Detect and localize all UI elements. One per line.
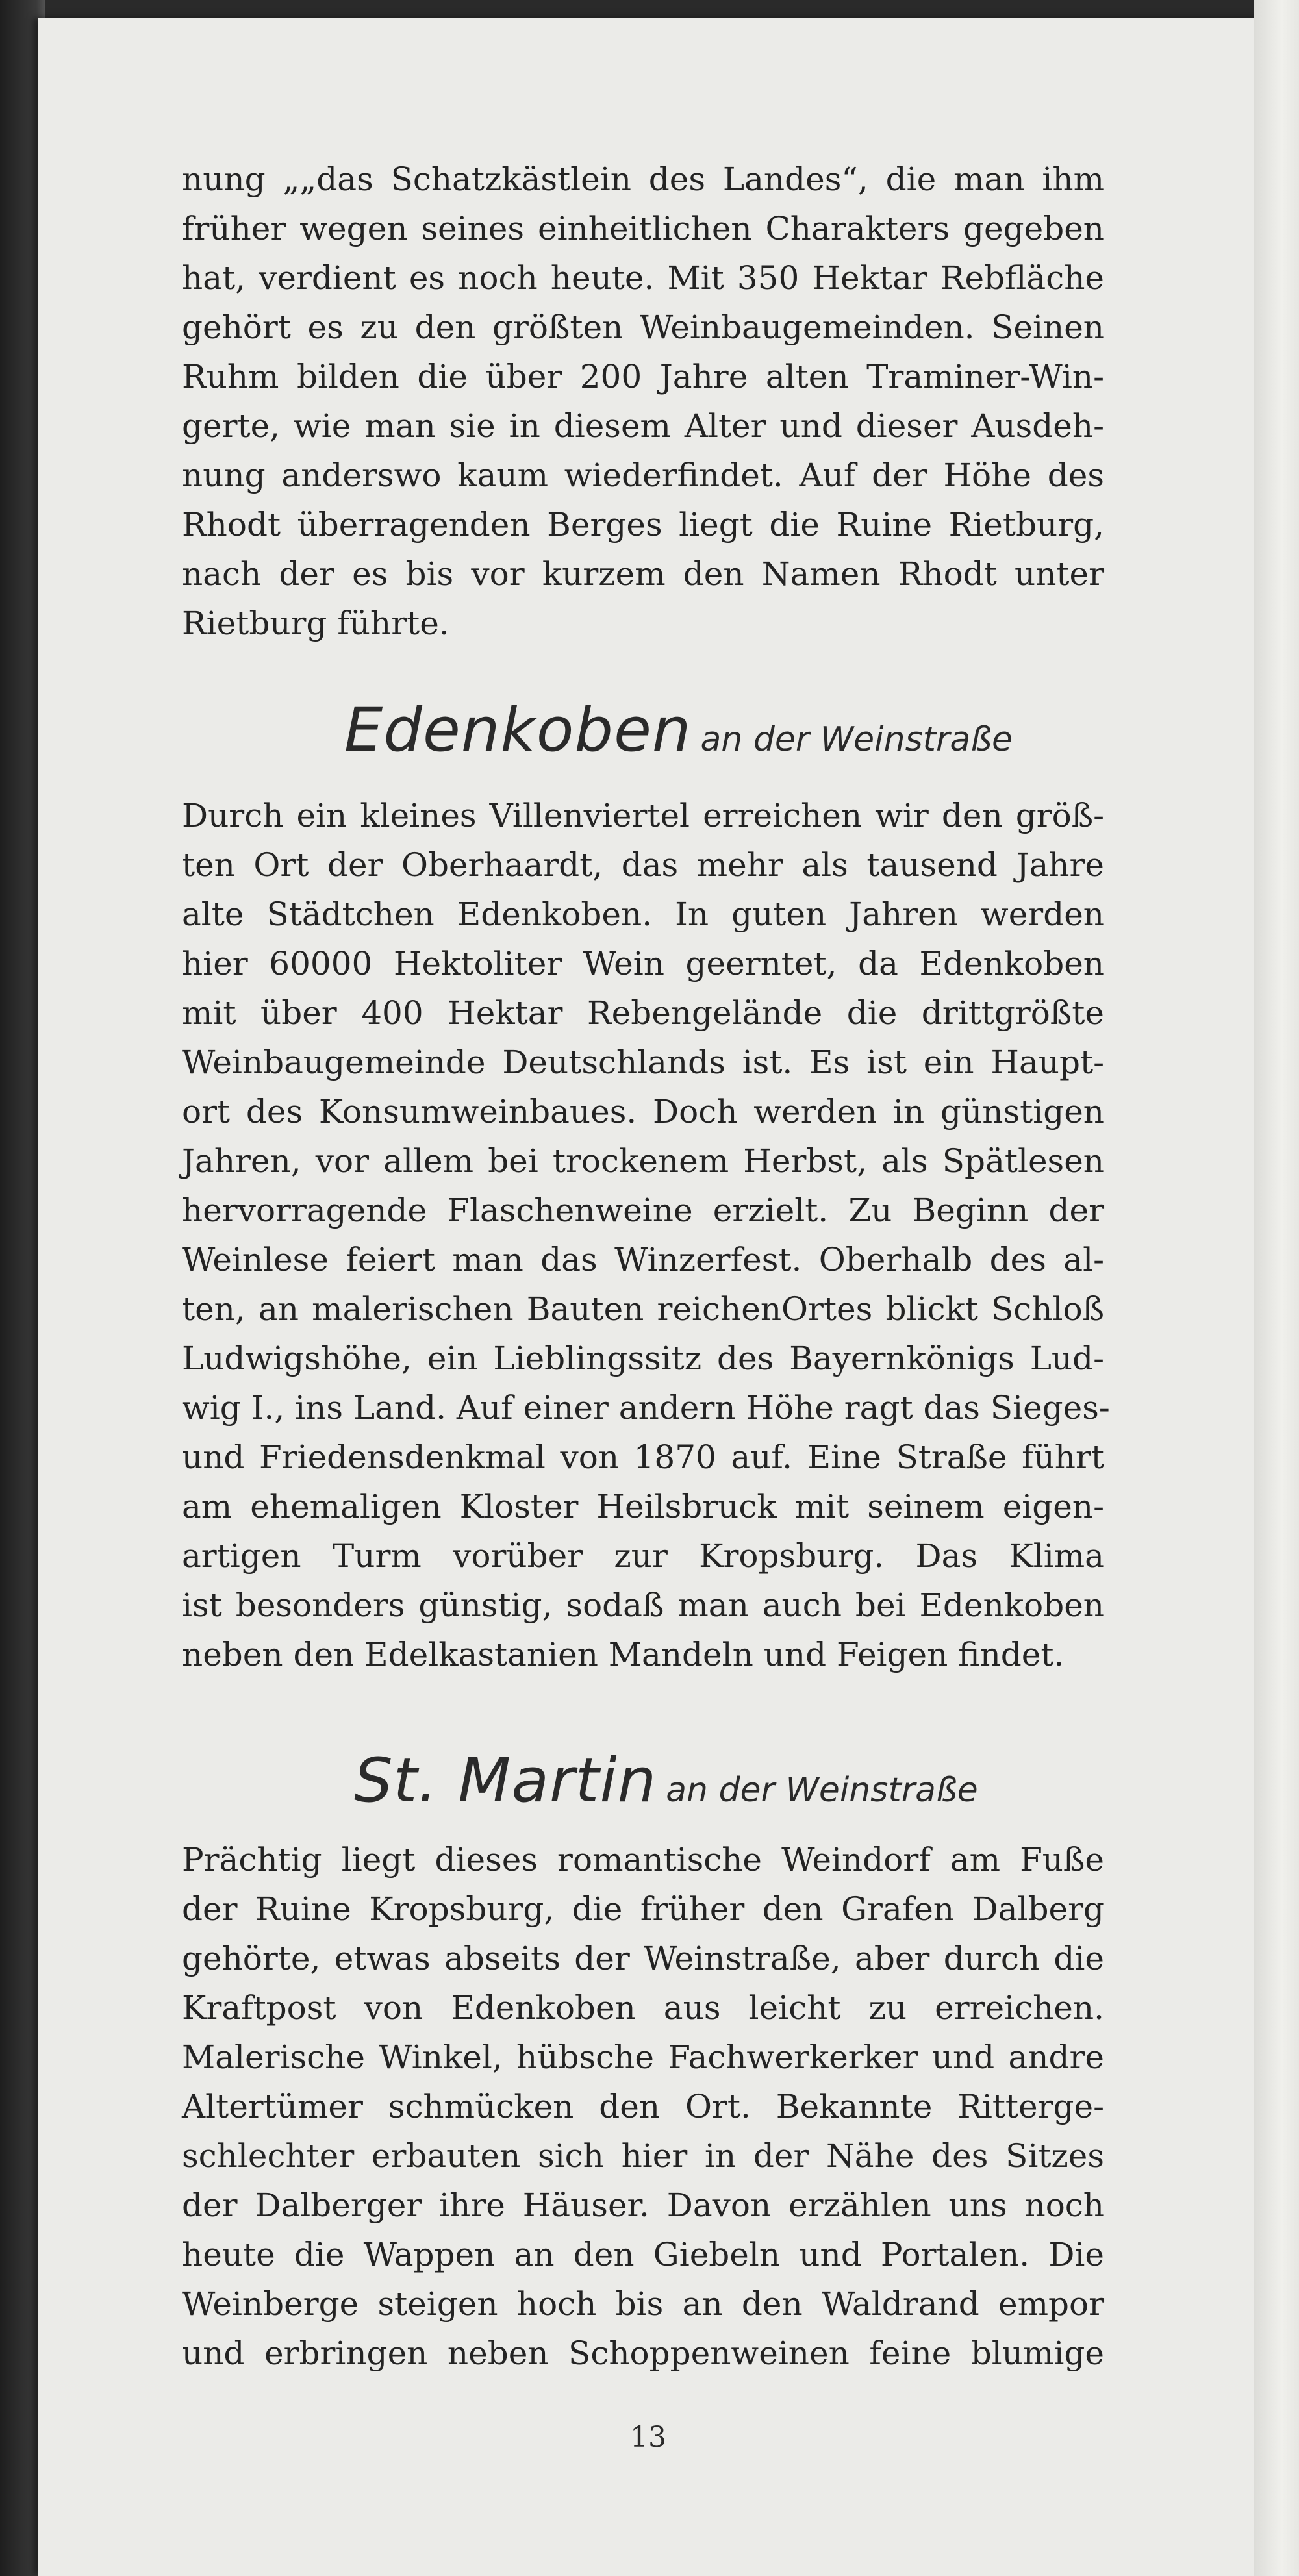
text-line: ten, an malerischen Bauten reichenOrtes blickt Schloß (182, 1290, 1104, 1328)
text-line: Weinberge steigen hoch bis an den Waldrand empor (182, 2285, 1104, 2323)
text-line: heute die Wappen an den Giebeln und Portalen. Die (182, 2236, 1104, 2273)
text-line: ort des Konsumweinbaues. Doch werden in günstigen (182, 1093, 1104, 1131)
heading-subtitle: an der Weinstraße (666, 1771, 978, 1810)
text-line: der Dalberger ihre Häuser. Davon erzählen uns noch (182, 2186, 1104, 2224)
text-line: Malerische Winkel, hübsche Fachwerkerker und andre (182, 2038, 1104, 2076)
text-line: und erbringen neben Schoppenweinen feine blumige (182, 2334, 1104, 2372)
page-number: 13 (630, 2421, 666, 2454)
section-heading-edenkoben (344, 695, 1013, 766)
heading-subtitle: an der Weinstraße (700, 720, 1013, 759)
text-line: neben den Edelkastanien Mandeln und Feigen findet. (182, 1636, 1065, 1673)
text-line: gehörte, etwas abseits der Weinstraße, aber durch die (182, 1940, 1104, 1977)
text-line: Prächtig liegt dieses romantische Weindorf am Fuße (182, 1841, 1104, 1879)
text-line: Weinbaugemeinde Deutschlands ist. Es ist ein Haupt- (182, 1044, 1104, 1081)
intro-paragraph (182, 155, 1104, 648)
next-page-edge (1254, 0, 1299, 2576)
text-line: wig I., ins Land. Auf einer andern Höhe ragt das Sieges- (182, 1389, 1110, 1427)
heading-title: Edenkoben (344, 695, 692, 766)
text-line: am ehemaligen Kloster Heilsbruck mit seinem eigen- (182, 1488, 1104, 1525)
text-line: ist besonders günstig, sodaß man auch bei Edenkoben (182, 1586, 1104, 1624)
text-line: nach der es bis vor kurzem den Namen Rhodt unter (182, 555, 1104, 593)
text-line: mit über 400 Hektar Rebengelände die drittgrößte (182, 994, 1104, 1032)
text-line: Weinlese feiert man das Winzerfest. Oberhalb des al- (182, 1241, 1104, 1279)
edenkoben-paragraph (182, 791, 1110, 1679)
text-line: Altertümer schmücken den Ort. Bekannte Ritterge- (182, 2088, 1104, 2125)
text-line: Rietburg führte. (182, 605, 449, 642)
text-line: nung anderswo kaum wiederfindet. Auf der Höhe des (182, 456, 1104, 494)
text-line: hat, verdient es noch heute. Mit 350 Hektar Rebfläche (182, 259, 1104, 297)
text-line: Kraftpost von Edenkoben aus leicht zu erreichen. (182, 1989, 1104, 2027)
text-line: Rhodt überragenden Berges liegt die Ruine Rietburg, (182, 506, 1104, 544)
text-line: artigen Turm vorüber zur Kropsburg. Das Klima (182, 1537, 1104, 1575)
text-line: hier 60000 Hektoliter Wein geerntet, da Edenkoben (182, 945, 1104, 982)
text-line: ten Ort der Oberhaardt, das mehr als tausend Jahre (182, 846, 1104, 884)
section-heading-st-martin (354, 1745, 978, 1816)
text-line: schlechter erbauten sich hier in der Nähe des Sitzes (182, 2137, 1104, 2175)
heading-title: St. Martin (354, 1745, 657, 1816)
text-line: gehört es zu den größten Weinbaugemeinden. Seinen (182, 308, 1104, 346)
text-line: Durch ein kleines Villenviertel erreichen wir den größ- (182, 797, 1104, 834)
st-martin-paragraph (182, 1835, 1104, 2378)
text-line: hervorragende Flaschenweine erzielt. Zu Beginn der (182, 1192, 1104, 1229)
text-line: und Friedensdenkmal von 1870 auf. Eine Straße führt (182, 1438, 1104, 1476)
text-line: Jahren, vor allem bei trockenem Herbst, als Spätlesen (182, 1142, 1104, 1180)
text-line: früher wegen seines einheitlichen Charakters gegeben (182, 210, 1104, 247)
text-line: alte Städtchen Edenkoben. In guten Jahren werden (182, 895, 1104, 933)
text-line: nung „„das Schatzkästlein des Landes“, die man ihm (182, 160, 1104, 198)
text-line: der Ruine Kropsburg, die früher den Grafen Dalberg (182, 1890, 1104, 1928)
text-line: gerte, wie man sie in diesem Alter und dieser Ausdeh- (182, 407, 1104, 445)
text-line: Ludwigshöhe, ein Lieblingssitz des Bayernkönigs Lud- (182, 1340, 1104, 1377)
text-line: Ruhm bilden die über 200 Jahre alten Traminer-Win- (182, 358, 1104, 395)
